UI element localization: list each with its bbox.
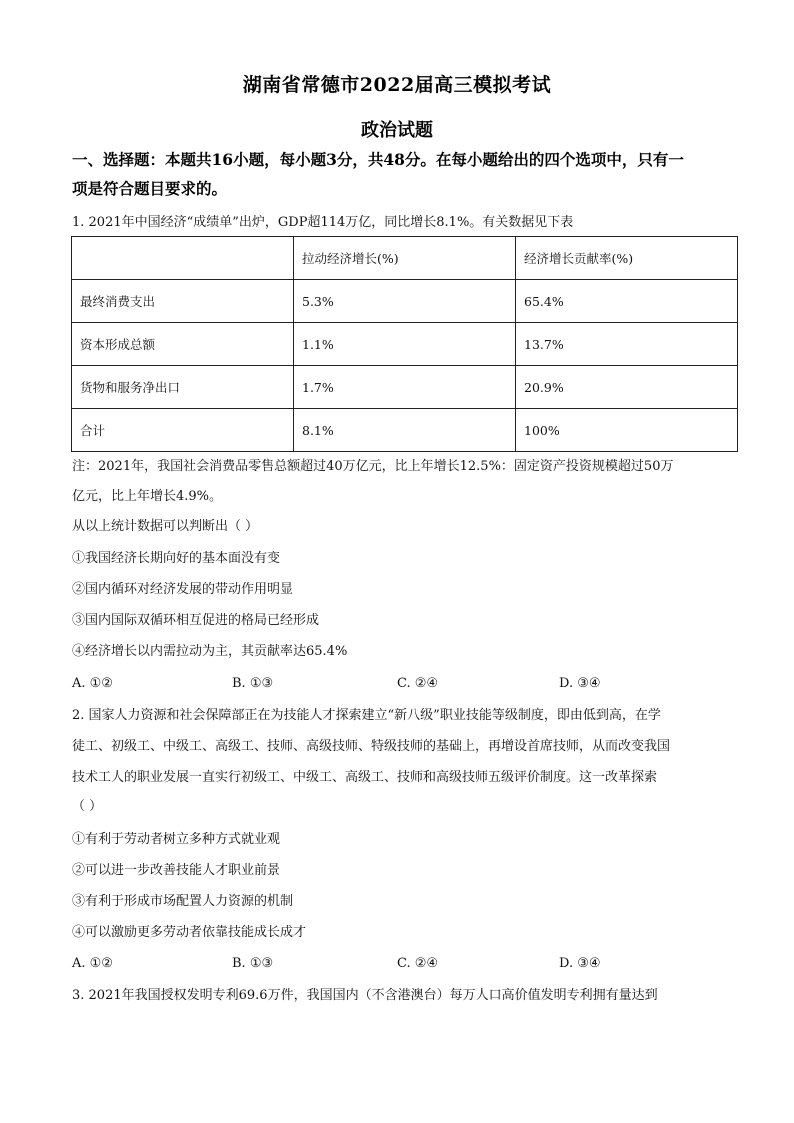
option-a: A. ①②: [72, 956, 113, 971]
table-cell: 合计: [72, 409, 294, 452]
exam-title: 湖南省常德市2022届高三模拟考试: [242, 74, 552, 96]
q1-item: ③国内国际双循环相互促进的格局已经形成: [72, 613, 320, 628]
section-heading-line: 一、选择题：本题共16小题，每小题3分，共48分。在每小题给出的四个选项中，只有一: [72, 150, 684, 169]
q2-stem-line: 2. 国家人力资源和社会保障部正在为技能人才探索建立“新八级”职业技能等级制度，即由低到高，在学: [72, 708, 661, 723]
table-header-cell: 拉动经济增长(%): [294, 237, 516, 280]
table-header-row: [72, 237, 738, 280]
q2-item: ④可以激励更多劳动者依靠技能成长成才: [72, 925, 307, 940]
table-cell: 1.7%: [294, 366, 516, 409]
q2-stem-line: （ ）: [72, 799, 103, 814]
table-cell: 5.3%: [294, 280, 516, 323]
q1-options: [72, 674, 732, 694]
table-cell: 8.1%: [294, 409, 516, 452]
table-row: [72, 409, 738, 452]
q2-item: ①有利于劳动者树立多种方式就业观: [72, 832, 281, 847]
q1-data-table: [71, 236, 738, 452]
option-c: C. ②④: [397, 676, 439, 691]
table-cell: 货物和服务净出口: [72, 366, 294, 409]
table-cell: 13.7%: [516, 323, 738, 366]
table-cell: 65.4%: [516, 280, 738, 323]
table-cell: 资本形成总额: [72, 323, 294, 366]
exam-subject: 政治试题: [361, 120, 433, 141]
q2-stem-line: 技术工人的职业发展一直实行初级工、中级工、高级工、技师和高级技师五级评价制度。这一改革探索: [72, 770, 658, 785]
q2-item: ③有利于形成市场配置人力资源的机制: [72, 894, 294, 909]
table-cell: 100%: [516, 409, 738, 452]
table-header-cell: [72, 237, 294, 280]
table-row: [72, 323, 738, 366]
q1-note-line: 注：2021年，我国社会消费品零售总额超过40万亿元，比上年增长12.5%：固定资产投资规模超过50万: [72, 459, 674, 474]
q1-item: ①我国经济长期向好的基本面没有变: [72, 551, 281, 566]
table-cell: 1.1%: [294, 323, 516, 366]
table-header-cell: 经济增长贡献率(%): [516, 237, 738, 280]
option-a: A. ①②: [72, 676, 113, 691]
q1-item: ④经济增长以内需拉动为主，其贡献率达65.4%: [72, 644, 348, 659]
q1-note-line: 亿元，比上年增长4.9%。: [72, 489, 223, 504]
q1-question: 从以上统计数据可以判断出（ ）: [72, 519, 259, 534]
option-b: B. ①③: [232, 956, 274, 971]
option-d: D. ③④: [559, 676, 601, 691]
table-cell: 最终消费支出: [72, 280, 294, 323]
table-cell: 20.9%: [516, 366, 738, 409]
section-heading: [72, 145, 732, 203]
q2-options: [72, 954, 732, 974]
section-heading-line: 项是符合题目要求的。: [72, 179, 228, 198]
q2-item: ②可以进一步改善技能人才职业前景: [72, 863, 281, 878]
q2-stem-line: 徒工、初级工、中级工、高级工、技师、高级技师、特级技师的基础上，再增设首席技师，从而改变我国: [72, 739, 671, 754]
option-d: D. ③④: [559, 956, 601, 971]
q3-stem-line: 3. 2021年我国授权发明专利69.6万件，我国国内（不含港澳台）每万人口高价值发明专利拥有量达到: [72, 988, 658, 1003]
option-b: B. ①③: [232, 676, 274, 691]
table-row: [72, 366, 738, 409]
q1-stem: 1. 2021年中国经济“成绩单”出炉，GDP超114万亿，同比增长8.1%。有关数据见下表: [72, 215, 574, 230]
q1-item: ②国内循环对经济发展的带动作用明显: [72, 582, 294, 597]
option-c: C. ②④: [397, 956, 439, 971]
table-row: [72, 280, 738, 323]
